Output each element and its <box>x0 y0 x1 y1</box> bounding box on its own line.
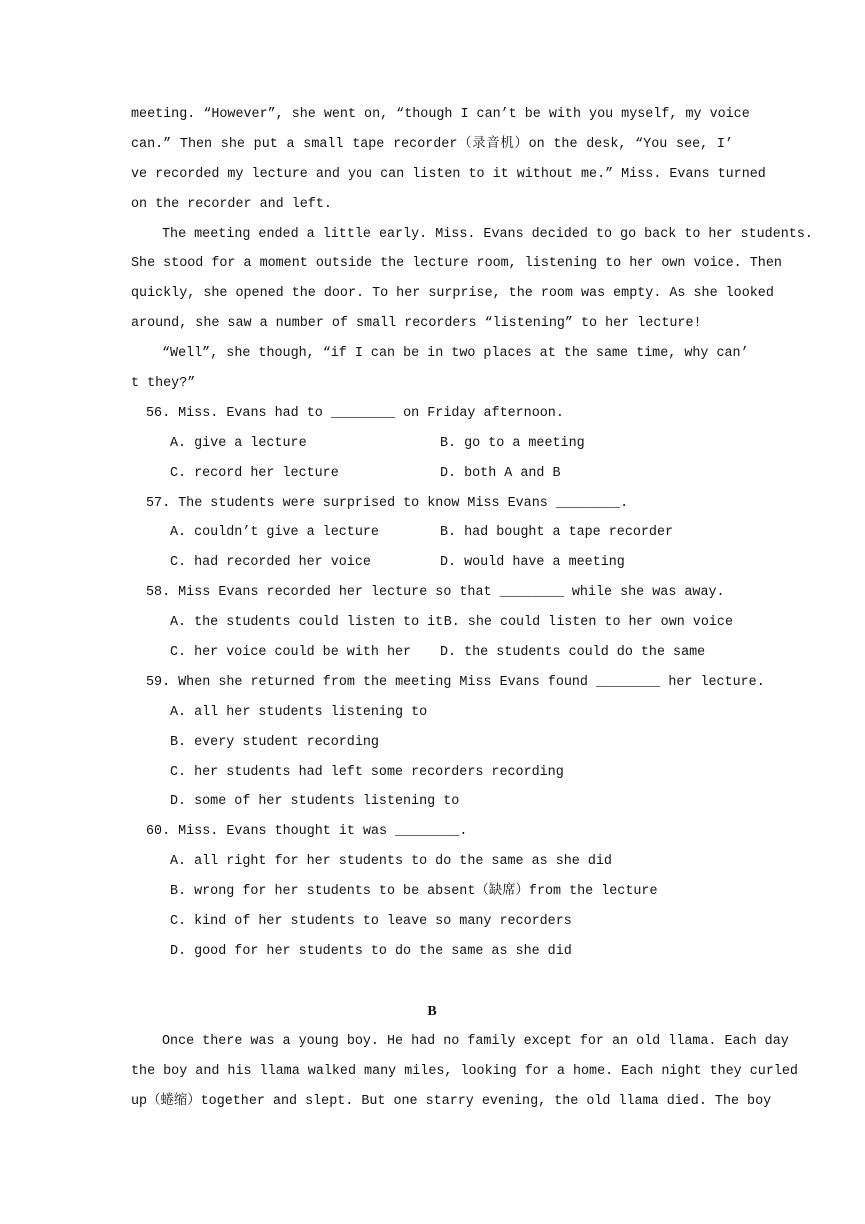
text-line: can.” Then she put a small tape recorder（录音机）on the desk, “You see, I’ <box>131 136 733 152</box>
option-a: A. the students could listen to it <box>170 615 444 631</box>
option-row <box>131 459 733 489</box>
question-stem: 59. When she returned from the meeting Miss Evans found ________ her lecture. <box>146 674 765 690</box>
question-59 <box>131 668 765 817</box>
option-b: B. she could listen to her own voice <box>443 615 733 631</box>
option-c: C. her students had left some recorders recording <box>170 764 564 780</box>
text-line: t they?” <box>131 376 196 392</box>
text-line: Once there was a young boy. He had no family except for an old llama. Each day <box>162 1033 789 1049</box>
text-line: up（蜷缩）together and slept. But one starry evening, the old llama died. The boy <box>131 1093 772 1109</box>
option-a: A. couldn’t give a lecture <box>170 525 379 541</box>
text-line: The meeting ended a little early. Miss. Evans decided to go back to her students. <box>162 226 813 242</box>
option-row <box>131 608 733 638</box>
option-b: B. had bought a tape recorder <box>440 525 674 541</box>
option-a: A. all right for her students to do the same as she did <box>170 854 612 870</box>
text-line: “Well”, she though, “if I can be in two places at the same time, why can’ <box>162 346 749 362</box>
question-58 <box>131 578 733 668</box>
text-line: around, she saw a number of small recorders “listening” to her lecture! <box>131 316 702 332</box>
option-d: D. the students could do the same <box>440 645 706 661</box>
question-stem: 57. The students were surprised to know Miss Evans ________. <box>146 495 629 511</box>
option-b: B. every student recording <box>170 734 379 750</box>
option-a: A. all her students listening to <box>170 704 428 720</box>
option-row <box>131 638 733 668</box>
question-stem: 56. Miss. Evans had to ________ on Friday afternoon. <box>146 405 564 421</box>
passage-a-paragraph-2 <box>131 220 813 340</box>
option-c: C. had recorded her voice <box>170 555 371 571</box>
text-line: She stood for a moment outside the lecture room, listening to her own voice. Then <box>131 256 782 272</box>
question-60 <box>131 817 733 966</box>
option-d: D. both A and B <box>440 465 561 481</box>
option-c: C. her voice could be with her <box>170 645 412 661</box>
text-line: ve recorded my lecture and you can listen to it without me.” Miss. Evans turned <box>131 166 766 182</box>
option-a: A. give a lecture <box>170 435 307 451</box>
text-line: the boy and his llama walked many miles, looking for a home. Each night they curled <box>131 1063 798 1079</box>
text-line: quickly, she opened the door. To her surprise, the room was empty. As she looked <box>131 286 774 302</box>
section-b-paragraph <box>131 1027 798 1117</box>
option-c: C. record her lecture <box>170 465 339 481</box>
text-line: on the recorder and left. <box>131 196 332 212</box>
option-row <box>131 518 733 548</box>
section-b-heading: B <box>427 1003 437 1019</box>
passage-a-paragraph-3 <box>131 339 749 399</box>
option-d: D. would have a meeting <box>440 555 625 571</box>
option-c: C. kind of her students to leave so many recorders <box>170 914 572 930</box>
option-b: B. wrong for her students to be absent（缺席）from the lecture <box>170 884 658 900</box>
option-b: B. go to a meeting <box>440 435 585 451</box>
passage-a-paragraph-1 <box>131 100 766 220</box>
option-row <box>131 548 733 578</box>
question-stem: 60. Miss. Evans thought it was ________. <box>146 824 468 840</box>
question-56 <box>131 399 733 489</box>
option-d: D. good for her students to do the same as she did <box>170 943 572 959</box>
question-stem: 58. Miss Evans recorded her lecture so that ________ while she was away. <box>146 585 725 601</box>
option-row <box>131 429 733 459</box>
option-d: D. some of her students listening to <box>170 794 460 810</box>
text-line: meeting. “However”, she went on, “though I can’t be with you myself, my voice <box>131 107 750 122</box>
document-page <box>131 100 813 1116</box>
question-57 <box>131 489 733 579</box>
